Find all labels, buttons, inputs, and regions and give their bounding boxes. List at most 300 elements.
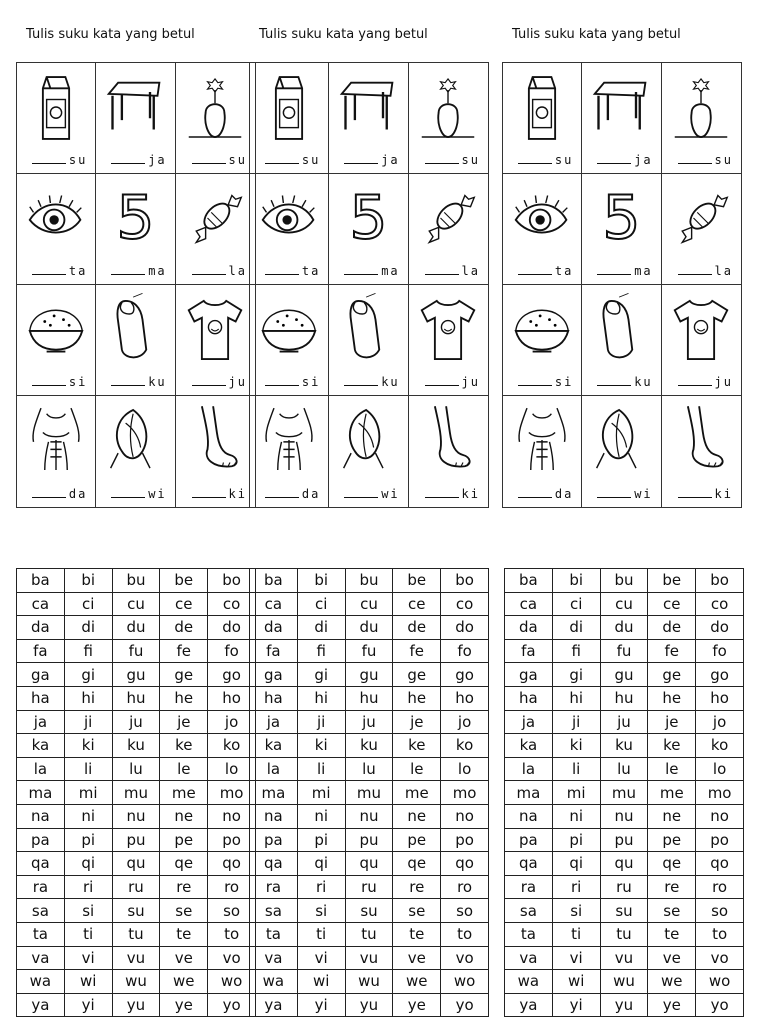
picture-cell [503,285,582,396]
syllable-cell: ke [160,734,208,758]
syllable-cell: go [441,663,489,687]
syllable-cell: ko [696,734,744,758]
blank-line[interactable] [597,163,631,164]
wing-icon [591,402,651,478]
syllable-cell: ho [696,686,744,710]
picture-cell [582,396,661,507]
syllable-cell: mu [345,781,393,805]
syllable-cell: ni [64,804,112,828]
syllable-cell: ce [393,592,441,616]
table-icon [105,69,165,145]
syllable-cell: pu [600,828,648,852]
table-row [505,663,744,687]
syllable-table-2 [249,568,489,1017]
syllable-cell: co [696,592,744,616]
syllable-cell: so [696,899,744,923]
flower-vase-icon [418,69,478,145]
syllable-cell: pi [552,828,600,852]
eye-icon [259,180,319,256]
eye-icon [26,180,86,256]
syllable-cell: lu [112,757,160,781]
answer-blank[interactable] [192,153,247,167]
syllable-cell: bu [112,569,160,593]
syllable-cell: ru [345,875,393,899]
picture-grid [502,62,742,508]
table-row [250,639,489,663]
syllable-suffix: su [228,153,247,167]
syllable-cell: hi [64,686,112,710]
table-row [17,734,256,758]
syllable-cell: ti [64,922,112,946]
syllable-cell: ti [552,922,600,946]
syllable-cell: ko [208,734,256,758]
syllable-cell: we [648,970,696,994]
answer-blank[interactable] [265,375,320,389]
picture-cell [96,174,175,285]
syllable-suffix: ki [228,487,247,501]
syllable-cell: be [648,569,696,593]
answer-blank[interactable] [344,375,399,389]
blank-line[interactable] [32,497,66,498]
syllable-cell: ge [160,663,208,687]
syllable-cell: yi [64,993,112,1017]
syllable-cell: so [208,899,256,923]
picture-cell [17,396,96,507]
syllable-cell: qu [112,852,160,876]
syllable-cell: la [17,757,65,781]
syllable-cell: do [208,616,256,640]
worksheet-title: Tulis suku kata yang betul [26,27,195,42]
syllable-cell: wo [208,970,256,994]
syllable-cell: wa [17,970,65,994]
syllable-cell: wi [552,970,600,994]
blank-line[interactable] [32,274,66,275]
table-row [505,852,744,876]
table-row [17,710,256,734]
picture-cell [250,285,329,396]
blank-line[interactable] [344,163,378,164]
syllable-cell: pu [345,828,393,852]
number-five-icon: 5 [602,183,641,253]
answer-blank[interactable] [425,375,480,389]
syllable-cell: ha [17,686,65,710]
syllable-cell: ho [208,686,256,710]
blank-line[interactable] [32,163,66,164]
flower-vase-icon [671,69,731,145]
blank-line[interactable] [425,497,459,498]
syllable-suffix: da [554,487,574,501]
syllable-cell: he [160,686,208,710]
syllable-cell: go [696,663,744,687]
syllable-cell: tu [600,922,648,946]
syllable-cell: da [17,616,65,640]
syllable-cell: hi [552,686,600,710]
syllable-suffix: la [714,264,733,278]
answer-blank[interactable] [425,264,480,278]
blank-line[interactable] [678,385,712,386]
syllable-cell: gi [297,663,345,687]
answer-blank[interactable] [518,487,573,501]
blank-line[interactable] [518,497,552,498]
syllable-cell: mi [64,781,112,805]
syllable-cell: ni [552,804,600,828]
syllable-suffix: ju [461,375,480,389]
syllable-cell: do [696,616,744,640]
syllable-cell: du [112,616,160,640]
syllable-cell: fa [17,639,65,663]
blank-line[interactable] [192,274,226,275]
syllable-cell: ro [696,875,744,899]
syllable-cell: tu [112,922,160,946]
answer-blank[interactable] [518,264,573,278]
syllable-suffix: su [461,153,480,167]
syllable-suffix: ku [148,375,167,389]
syllable-cell: le [160,757,208,781]
syllable-cell: ka [17,734,65,758]
syllable-cell: ku [112,734,160,758]
syllable-cell: yo [696,993,744,1017]
syllable-cell: mo [696,781,744,805]
syllable-cell: qu [600,852,648,876]
syllable-cell: ja [250,710,298,734]
syllable-cell: pi [64,828,112,852]
syllable-cell: he [648,686,696,710]
syllable-cell: we [160,970,208,994]
syllable-cell: ju [345,710,393,734]
syllable-suffix: wi [634,487,653,501]
syllable-cell: po [208,828,256,852]
syllable-cell: ge [648,663,696,687]
syllable-cell: re [160,875,208,899]
syllable-suffix: ku [634,375,653,389]
syllable-cell: vi [297,946,345,970]
syllable-cell: ce [648,592,696,616]
syllable-cell: fe [648,639,696,663]
blank-line[interactable] [678,274,712,275]
syllable-cell: jo [441,710,489,734]
blank-line[interactable] [597,274,631,275]
answer-blank[interactable] [344,264,399,278]
syllable-cell: no [208,804,256,828]
table-row [505,828,744,852]
answer-blank[interactable] [265,153,320,167]
syllable-cell: wo [696,970,744,994]
syllable-cell: vo [696,946,744,970]
syllable-cell: ku [345,734,393,758]
candy-icon [671,180,731,256]
blank-line[interactable] [597,385,631,386]
syllable-cell: ri [297,875,345,899]
blank-line[interactable] [192,163,226,164]
table-row [17,781,256,805]
syllable-cell: po [441,828,489,852]
syllable-cell: si [297,899,345,923]
answer-blank[interactable] [425,153,480,167]
syllable-cell: to [696,922,744,946]
answer-blank[interactable] [678,153,733,167]
syllable-cell: bi [552,569,600,593]
picture-grid [16,62,256,508]
syllable-cell: ca [505,592,553,616]
syllable-cell: de [393,616,441,640]
syllable-cell: pa [17,828,65,852]
syllable-cell: pi [297,828,345,852]
blank-line[interactable] [265,497,299,498]
syllable-cell: so [441,899,489,923]
syllable-cell: gu [345,663,393,687]
answer-blank[interactable] [678,375,733,389]
answer-blank[interactable] [32,375,87,389]
syllable-cell: ki [297,734,345,758]
torso-icon [259,402,319,478]
milk-carton-icon [512,69,572,145]
table-row [505,592,744,616]
syllable-cell: to [208,922,256,946]
answer-blank[interactable] [192,375,247,389]
syllable-cell: yu [112,993,160,1017]
syllable-cell: ci [552,592,600,616]
answer-blank[interactable] [192,487,247,501]
syllable-suffix: su [714,153,733,167]
picture-cell [582,63,661,174]
syllable-suffix: su [554,153,574,167]
syllable-cell: ga [250,663,298,687]
syllable-cell: cu [112,592,160,616]
answer-blank[interactable] [597,375,652,389]
blank-line[interactable] [265,274,299,275]
syllable-cell: co [208,592,256,616]
blank-line[interactable] [678,163,712,164]
syllable-cell: na [250,804,298,828]
syllable-cell: be [393,569,441,593]
answer-blank[interactable] [111,264,166,278]
syllable-suffix: ta [68,264,88,278]
blank-line[interactable] [192,497,226,498]
syllable-suffix: ma [634,264,653,278]
syllable-cell: qi [552,852,600,876]
candy-icon [185,180,245,256]
syllable-suffix: ma [381,264,400,278]
answer-blank[interactable] [265,264,320,278]
picture-cell [176,63,255,174]
answer-blank[interactable] [597,264,652,278]
syllable-cell: sa [505,899,553,923]
answer-blank[interactable] [32,153,87,167]
answer-blank[interactable] [111,375,166,389]
syllable-cell: ba [250,569,298,593]
syllable-cell: ka [250,734,298,758]
blank-line[interactable] [425,274,459,275]
syllable-cell: lo [208,757,256,781]
syllable-suffix: ju [714,375,733,389]
picture-cell [582,285,661,396]
syllable-cell: re [648,875,696,899]
blank-line[interactable] [518,274,552,275]
number-five-icon: 5 [349,183,388,253]
syllable-cell: yi [552,993,600,1017]
syllable-cell: jo [208,710,256,734]
syllable-suffix: ku [381,375,400,389]
blank-line[interactable] [265,385,299,386]
syllable-cell: ha [505,686,553,710]
syllable-cell: ja [505,710,553,734]
answer-blank[interactable] [597,153,652,167]
syllable-cell: se [160,899,208,923]
syllable-cell: na [505,804,553,828]
syllable-cell: va [505,946,553,970]
blank-line[interactable] [518,163,552,164]
blank-line[interactable] [678,497,712,498]
syllable-cell: gu [600,663,648,687]
syllable-cell: se [648,899,696,923]
answer-blank[interactable] [265,487,320,501]
blank-line[interactable] [192,385,226,386]
syllable-cell: po [696,828,744,852]
blank-line[interactable] [344,497,378,498]
candy-icon [418,180,478,256]
syllable-cell: ru [112,875,160,899]
table-row [505,970,744,994]
syllable-cell: mu [600,781,648,805]
syllable-cell: gi [552,663,600,687]
table-row [505,899,744,923]
syllable-cell: cu [600,592,648,616]
blank-line[interactable] [425,163,459,164]
syllable-cell: se [393,899,441,923]
syllable-cell: qa [505,852,553,876]
answer-blank[interactable] [192,264,247,278]
blank-line[interactable] [344,274,378,275]
syllable-cell: ba [505,569,553,593]
picture-cell [17,285,96,396]
table-row [17,686,256,710]
syllable-cell: vo [441,946,489,970]
picture-cell [503,174,582,285]
answer-blank[interactable] [344,487,399,501]
syllable-cell: sa [17,899,65,923]
table-row [505,993,744,1017]
table-row [17,804,256,828]
syllable-cell: si [64,899,112,923]
syllable-cell: ti [297,922,345,946]
syllable-cell: lu [600,757,648,781]
syllable-cell: tu [345,922,393,946]
answer-blank[interactable] [111,153,166,167]
syllable-cell: mo [208,781,256,805]
syllable-cell: jo [696,710,744,734]
answer-blank[interactable] [678,487,733,501]
syllable-cell: qu [345,852,393,876]
blank-line[interactable] [32,385,66,386]
syllable-cell: me [160,781,208,805]
answer-blank[interactable] [32,264,87,278]
picture-cell [17,174,96,285]
answer-blank[interactable] [518,375,573,389]
blank-line[interactable] [425,385,459,386]
syllable-cell: fo [208,639,256,663]
syllable-table-1 [16,568,256,1017]
picture-cell [250,174,329,285]
picture-cell [329,285,408,396]
syllable-cell: we [393,970,441,994]
answer-blank[interactable] [425,487,480,501]
flower-vase-icon [185,69,245,145]
syllable-cell: fu [345,639,393,663]
syllable-cell: ji [552,710,600,734]
picture-cell [329,396,408,507]
syllable-cell: go [208,663,256,687]
answer-blank[interactable] [344,153,399,167]
rice-bowl-icon [512,291,572,367]
syllable-cell: su [600,899,648,923]
answer-blank[interactable] [518,153,573,167]
syllable-cell: qe [648,852,696,876]
syllable-cell: ke [393,734,441,758]
blank-line[interactable] [111,163,145,164]
picture-cell [503,396,582,507]
answer-blank[interactable] [111,487,166,501]
syllable-cell: fe [393,639,441,663]
table-row [250,922,489,946]
syllable-cell: ca [250,592,298,616]
table-row [17,616,256,640]
worksheet-title: Tulis suku kata yang betul [259,27,428,42]
blank-line[interactable] [111,385,145,386]
syllable-cell: qo [208,852,256,876]
syllable-cell: yi [297,993,345,1017]
blank-line[interactable] [344,385,378,386]
syllable-cell: ni [297,804,345,828]
syllable-cell: mi [552,781,600,805]
syllable-cell: lo [696,757,744,781]
syllable-cell: qe [160,852,208,876]
wing-icon [105,402,165,478]
syllable-cell: ho [441,686,489,710]
syllable-cell: fu [600,639,648,663]
blank-line[interactable] [111,274,145,275]
syllable-suffix: ja [634,153,653,167]
syllable-cell: vu [345,946,393,970]
rice-bowl-icon [259,291,319,367]
syllable-cell: ca [17,592,65,616]
syllable-cell: te [648,922,696,946]
answer-blank[interactable] [597,487,652,501]
table-row [17,569,256,593]
blank-line[interactable] [518,385,552,386]
table-row [505,639,744,663]
blank-line[interactable] [265,163,299,164]
syllable-suffix: da [68,487,88,501]
syllable-cell: ri [552,875,600,899]
blank-line[interactable] [111,497,145,498]
blank-line[interactable] [597,497,631,498]
table-row [250,852,489,876]
picture-cell [409,63,488,174]
table-row [17,875,256,899]
picture-cell [662,174,741,285]
syllable-suffix: la [228,264,247,278]
table-row [250,663,489,687]
answer-blank[interactable] [678,264,733,278]
picture-cell [250,396,329,507]
syllable-cell: wu [345,970,393,994]
answer-blank[interactable] [32,487,87,501]
syllable-cell: fo [441,639,489,663]
table-row [250,686,489,710]
finger-icon [591,291,651,367]
picture-cell [409,174,488,285]
syllable-cell: wi [297,970,345,994]
